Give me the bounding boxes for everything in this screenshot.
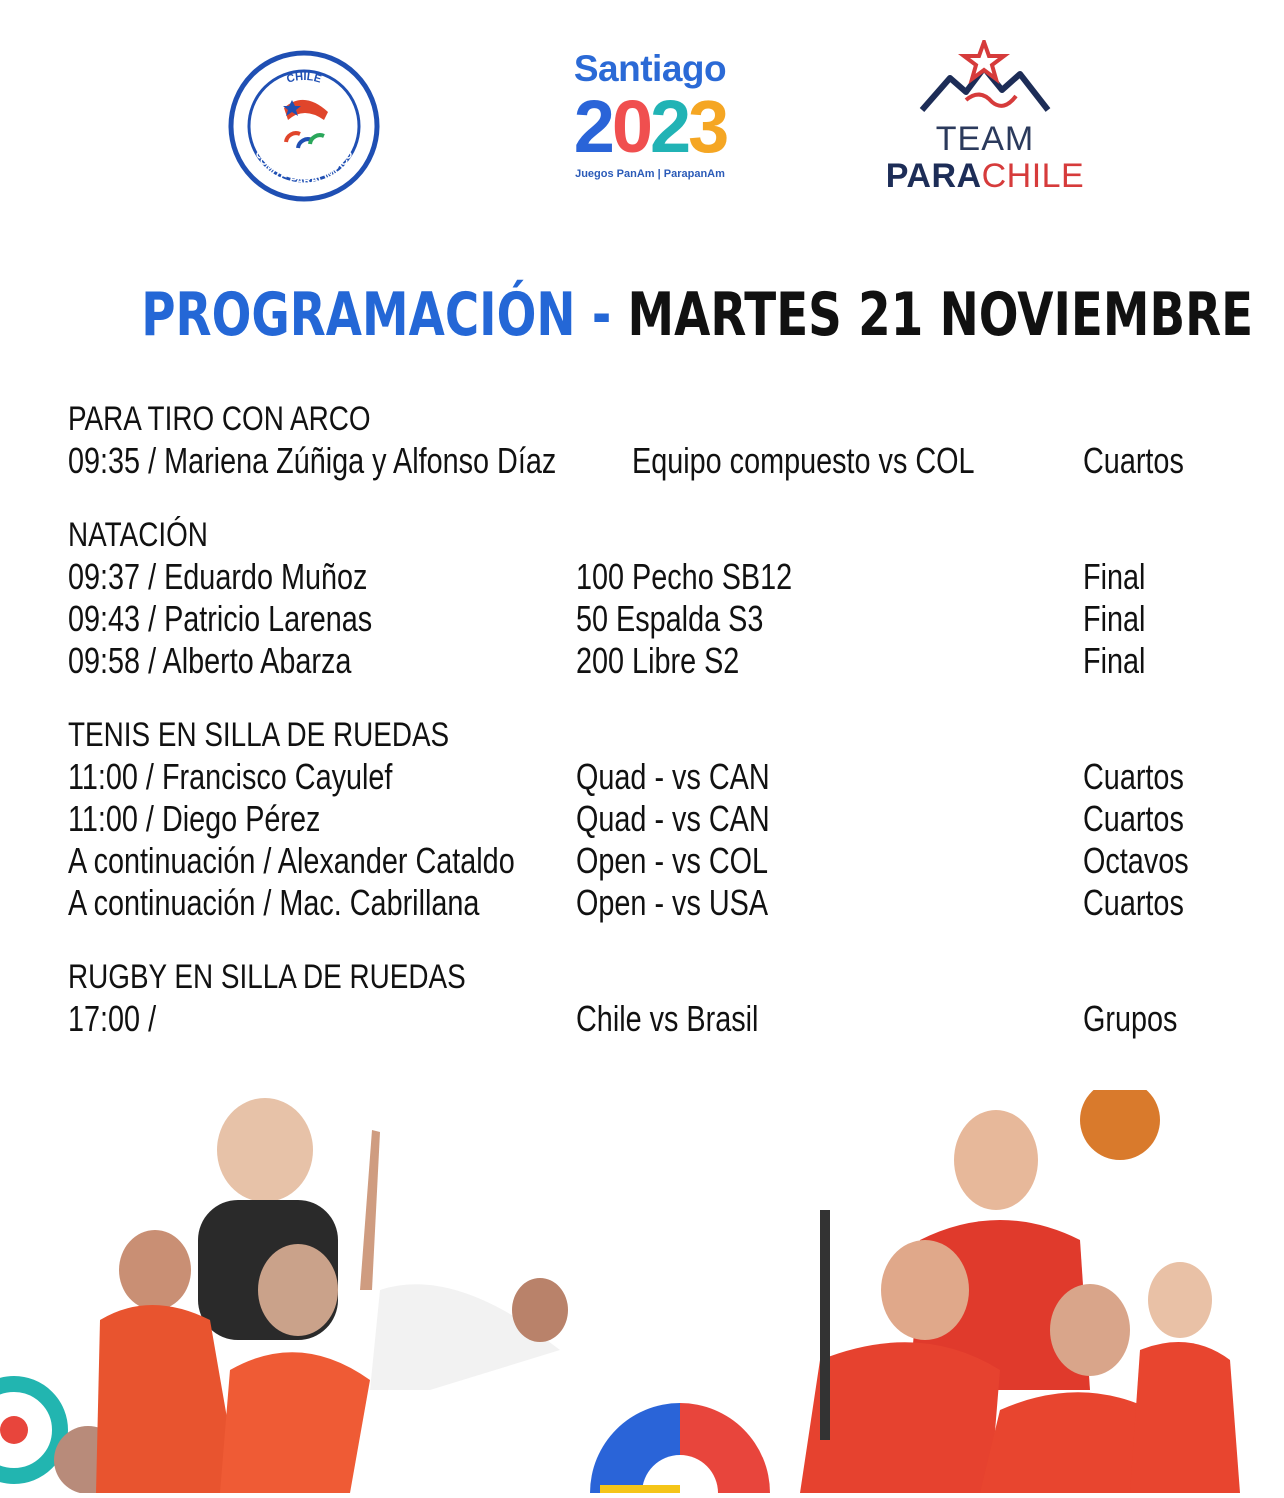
schedule-row <box>68 882 1218 924</box>
schedule-row <box>68 756 1218 798</box>
round: Final <box>1083 556 1146 597</box>
chile-word: CHILE <box>981 157 1085 195</box>
year-digit-2: 0 <box>611 85 650 168</box>
athletes-photo-collage <box>0 1090 1284 1493</box>
section-title: NATACIÓN <box>68 516 208 554</box>
event: 100 Pecho SB12 <box>576 556 793 597</box>
section-title: RUGBY EN SILLA DE RUEDAS <box>68 958 466 996</box>
title-date: MARTES 21 NOVIEMBRE <box>627 280 1254 350</box>
page-title <box>141 280 1254 350</box>
event: Open - vs COL <box>576 840 769 881</box>
event: Chile vs Brasil <box>576 998 759 1039</box>
schedule-row <box>68 556 1218 598</box>
time-athlete: A continuación / Alexander Cataldo <box>68 840 515 881</box>
event: Quad - vs CAN <box>576 798 770 839</box>
section-title: PARA TIRO CON ARCO <box>68 400 371 438</box>
left-athletes-silhouettes <box>96 1090 568 1493</box>
basketball-icon <box>1080 1090 1160 1160</box>
year-digit-1: 2 <box>573 85 612 168</box>
title-separator: - <box>591 280 612 350</box>
cpc-top-text: CHILE <box>285 70 323 86</box>
event: Quad - vs CAN <box>576 756 770 797</box>
round: Final <box>1083 640 1146 681</box>
round: Octavos <box>1083 840 1189 881</box>
time-athlete: 09:58 / Alberto Abarza <box>68 640 352 681</box>
santiago-2023-logo <box>555 48 745 198</box>
right-athletes-silhouettes <box>800 1090 1240 1493</box>
parachile-wordmark <box>880 157 1090 196</box>
schedule-row <box>68 840 1218 882</box>
schedule <box>68 398 1218 1072</box>
year-digit-4: 3 <box>688 85 727 168</box>
cpc-bottom-text: COMITÉ PARALÍMPICO <box>252 148 356 188</box>
team-word: TEAM <box>935 120 1035 158</box>
team-parachile-logo <box>880 40 1090 210</box>
round: Cuartos <box>1083 882 1184 923</box>
time-athlete: 11:00 / Diego Pérez <box>68 798 321 839</box>
round: Cuartos <box>1083 440 1184 481</box>
section-para-tiro-con-arco <box>68 398 1218 482</box>
section-title: TENIS EN SILLA DE RUEDAS <box>68 716 450 754</box>
round: Cuartos <box>1083 756 1184 797</box>
time-athlete: 09:43 / Patricio Larenas <box>68 598 373 639</box>
santiago-year-text <box>555 85 745 168</box>
time-athlete: A continuación / Mac. Cabrillana <box>68 882 480 923</box>
section-natacion <box>68 514 1218 682</box>
section-tenis-silla-de-ruedas <box>68 714 1218 924</box>
round: Cuartos <box>1083 798 1184 839</box>
mountain-star-icon <box>880 40 1090 120</box>
schedule-row <box>68 640 1218 682</box>
section-rugby-silla-de-ruedas <box>68 956 1218 1040</box>
time-athlete: 09:35 / Mariena Zúñiga y Alfonso Díaz <box>68 440 557 481</box>
event: 50 Espalda S3 <box>576 598 764 639</box>
round: Final <box>1083 598 1146 639</box>
schedule-row <box>68 998 1218 1040</box>
schedule-row <box>68 798 1218 840</box>
event: Equipo compuesto vs COL <box>632 440 975 481</box>
event: 200 Libre S2 <box>576 640 740 681</box>
para-word: PARA <box>885 157 982 195</box>
time-athlete: 11:00 / Francisco Cayulef <box>68 756 393 797</box>
time-athlete: 17:00 / <box>68 998 157 1039</box>
logo-bar <box>0 0 1284 230</box>
time-athlete: 09:37 / Eduardo Muñoz <box>68 556 368 597</box>
title-lead: PROGRAMACIÓN <box>141 280 576 350</box>
year-digit-3: 2 <box>650 85 689 168</box>
schedule-row <box>68 598 1218 640</box>
santiago-city-text: Santiago <box>573 48 727 89</box>
schedule-row <box>68 440 1218 482</box>
event: Open - vs USA <box>576 882 769 923</box>
santiago-brand-shape-icon <box>590 1403 770 1493</box>
round: Grupos <box>1083 998 1178 1039</box>
comite-paralimpico-logo <box>228 50 380 202</box>
santiago-subtitle: Juegos PanAm | ParapanAm <box>575 168 725 180</box>
